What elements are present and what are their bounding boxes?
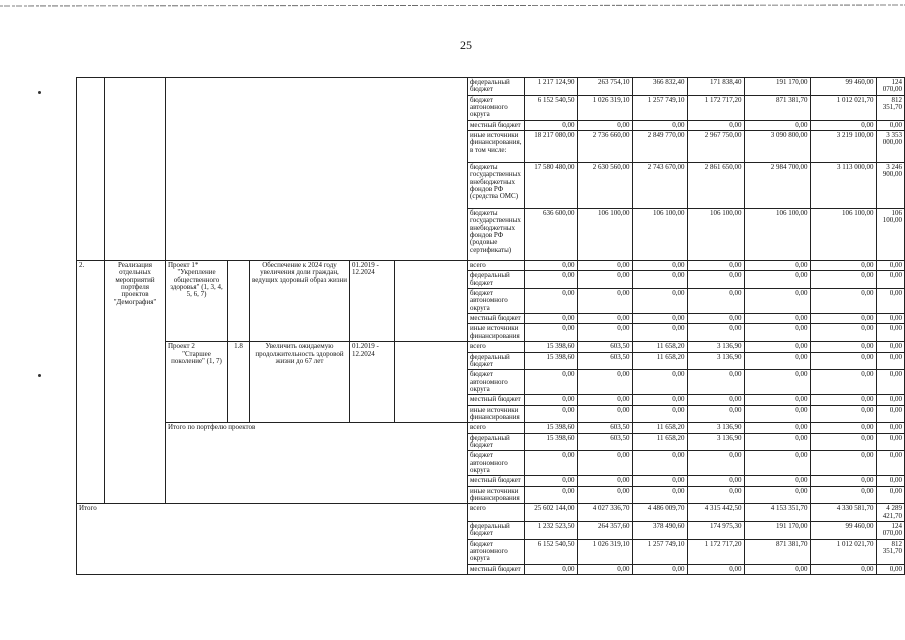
amount-cell: 0,00	[577, 395, 632, 405]
source-label: местный бюджет	[468, 314, 525, 324]
amount-cell: 2 849 770,00	[632, 131, 687, 163]
table-row	[77, 78, 905, 96]
amount-cell: 0,00	[632, 395, 687, 405]
amount-cell: 0,00	[876, 395, 904, 405]
amount-cell: 0,00	[810, 120, 876, 130]
amount-cell: 0,00	[744, 271, 810, 289]
amount-cell: 0,00	[632, 314, 687, 324]
amount-cell: 18 217 080,00	[524, 131, 577, 163]
amount-cell: 124 070,00	[876, 522, 904, 540]
source-label: местный бюджет	[468, 564, 525, 574]
amount-cell: 124 070,00	[876, 78, 904, 96]
activity-name: Реализация отдельных мероприятий портфеля проектов "Демография"	[105, 261, 166, 504]
amount-cell: 0,00	[810, 314, 876, 324]
amount-cell: 1 012 021,70	[810, 95, 876, 120]
amount-cell: 0,00	[744, 314, 810, 324]
scan-dot	[38, 374, 41, 377]
financing-table	[76, 77, 905, 575]
amount-cell: 2 630 560,00	[577, 163, 632, 209]
amount-cell: 0,00	[524, 405, 577, 423]
source-label: иные источники финансирования	[468, 486, 525, 504]
project2-period: 01.2019 - 12.2024	[350, 342, 395, 423]
amount-cell: 264 357,60	[577, 522, 632, 540]
amount-cell: 0,00	[632, 120, 687, 130]
amount-cell: 3 136,90	[687, 423, 744, 433]
amount-cell: 0,00	[876, 120, 904, 130]
amount-cell: 0,00	[632, 261, 687, 271]
amount-cell: 3 136,90	[687, 433, 744, 451]
amount-cell: 0,00	[810, 289, 876, 314]
amount-cell: 1 232 523,50	[524, 522, 577, 540]
project2-goal: Увеличить ожидаемую продолжительность здоровой жизни до 67 лет	[250, 342, 350, 423]
source-label: бюджет автономного округа	[468, 370, 525, 395]
amount-cell: 1 026 319,10	[577, 95, 632, 120]
amount-cell: 0,00	[810, 261, 876, 271]
amount-cell: 603,50	[577, 433, 632, 451]
amount-cell: 0,00	[744, 289, 810, 314]
amount-cell: 0,00	[810, 564, 876, 574]
amount-cell: 0,00	[524, 271, 577, 289]
amount-cell: 0,00	[632, 370, 687, 395]
amount-cell: 0,00	[687, 261, 744, 271]
amount-cell: 0,00	[577, 405, 632, 423]
amount-cell: 106 100,00	[810, 209, 876, 261]
amount-cell: 106 100,00	[876, 209, 904, 261]
blank-cell	[395, 342, 468, 423]
amount-cell: 1 172 717,20	[687, 539, 744, 564]
project1-title: Проект 1* "Укрепление общественного здоровья" (1, 3, 4, 5, 6, 7)	[166, 261, 228, 342]
source-label: иные источники финансирования, в том числе:	[468, 131, 525, 163]
amount-cell: 11 658,20	[632, 352, 687, 370]
project1-goal: Обеспечение к 2024 году увеличения доли граждан, ведущих здоровый образ жизни	[250, 261, 350, 342]
amount-cell: 0,00	[876, 314, 904, 324]
amount-cell: 0,00	[876, 352, 904, 370]
amount-cell: 99 460,00	[810, 78, 876, 96]
amount-cell: 0,00	[810, 423, 876, 433]
source-label: бюджет автономного округа	[468, 451, 525, 476]
amount-cell: 0,00	[577, 271, 632, 289]
amount-cell: 0,00	[524, 476, 577, 486]
table-row	[77, 261, 905, 271]
amount-cell: 0,00	[687, 564, 744, 574]
amount-cell: 3 136,90	[687, 342, 744, 352]
amount-cell: 0,00	[876, 486, 904, 504]
amount-cell: 0,00	[876, 261, 904, 271]
amount-cell: 0,00	[632, 476, 687, 486]
amount-cell: 0,00	[577, 486, 632, 504]
amount-cell: 0,00	[524, 451, 577, 476]
blank-cell	[395, 261, 468, 342]
amount-cell: 0,00	[876, 451, 904, 476]
amount-cell: 0,00	[687, 370, 744, 395]
source-label: всего	[468, 423, 525, 433]
amount-cell: 6 152 540,50	[524, 95, 577, 120]
amount-cell: 3 353 000,00	[876, 131, 904, 163]
amount-cell: 0,00	[810, 405, 876, 423]
amount-cell: 15 398,60	[524, 423, 577, 433]
amount-cell: 2 743 670,00	[632, 163, 687, 209]
amount-cell: 106 100,00	[577, 209, 632, 261]
amount-cell: 0,00	[744, 395, 810, 405]
amount-cell: 106 100,00	[632, 209, 687, 261]
amount-cell: 0,00	[810, 395, 876, 405]
amount-cell: 0,00	[876, 271, 904, 289]
amount-cell: 0,00	[744, 405, 810, 423]
amount-cell: 0,00	[577, 261, 632, 271]
amount-cell: 0,00	[810, 370, 876, 395]
amount-cell: 1 012 021,70	[810, 539, 876, 564]
amount-cell: 0,00	[577, 476, 632, 486]
amount-cell: 0,00	[810, 433, 876, 451]
amount-cell: 0,00	[577, 324, 632, 342]
source-label: бюджет автономного округа	[468, 95, 525, 120]
amount-cell: 812 351,70	[876, 539, 904, 564]
amount-cell: 0,00	[687, 405, 744, 423]
source-label: федеральный бюджет	[468, 78, 525, 96]
amount-cell: 0,00	[632, 564, 687, 574]
amount-cell: 15 398,60	[524, 433, 577, 451]
amount-cell: 191 170,00	[744, 78, 810, 96]
source-label: иные источники финансирования	[468, 405, 525, 423]
amount-cell: 0,00	[687, 271, 744, 289]
scan-dot	[38, 91, 41, 94]
amount-cell: 0,00	[687, 486, 744, 504]
amount-cell: 871 381,70	[744, 539, 810, 564]
amount-cell: 0,00	[524, 564, 577, 574]
grand-total-label: Итого	[77, 504, 468, 575]
amount-cell: 3 246 900,00	[876, 163, 904, 209]
amount-cell: 0,00	[744, 324, 810, 342]
source-label: федеральный бюджет	[468, 352, 525, 370]
amount-cell: 0,00	[876, 370, 904, 395]
project2-indicator: 1.8	[228, 342, 250, 423]
amount-cell: 1 172 717,20	[687, 95, 744, 120]
amount-cell: 0,00	[876, 342, 904, 352]
amount-cell: 25 602 144,00	[524, 504, 577, 522]
row-number: 2.	[77, 261, 105, 504]
amount-cell: 0,00	[810, 271, 876, 289]
source-label: бюджет автономного округа	[468, 289, 525, 314]
amount-cell: 263 754,10	[577, 78, 632, 96]
amount-cell: 603,50	[577, 342, 632, 352]
amount-cell: 636 600,00	[524, 209, 577, 261]
amount-cell: 0,00	[744, 486, 810, 504]
amount-cell: 4 330 581,70	[810, 504, 876, 522]
amount-cell: 0,00	[524, 261, 577, 271]
amount-cell: 1 217 124,90	[524, 78, 577, 96]
amount-cell: 2 736 660,00	[577, 131, 632, 163]
amount-cell: 0,00	[687, 289, 744, 314]
amount-cell: 0,00	[876, 324, 904, 342]
portfolio-total-label: Итого по портфелю проектов	[166, 423, 468, 504]
amount-cell: 4 027 336,70	[577, 504, 632, 522]
amount-cell: 2 967 750,00	[687, 131, 744, 163]
amount-cell: 3 219 100,00	[810, 131, 876, 163]
amount-cell: 0,00	[687, 451, 744, 476]
source-label: федеральный бюджет	[468, 522, 525, 540]
amount-cell: 0,00	[632, 271, 687, 289]
amount-cell: 0,00	[876, 405, 904, 423]
amount-cell: 15 398,60	[524, 352, 577, 370]
amount-cell: 4 486 009,70	[632, 504, 687, 522]
amount-cell: 0,00	[876, 423, 904, 433]
amount-cell: 0,00	[524, 120, 577, 130]
amount-cell: 11 658,20	[632, 423, 687, 433]
amount-cell: 0,00	[687, 120, 744, 130]
amount-cell: 6 152 540,50	[524, 539, 577, 564]
amount-cell: 0,00	[632, 405, 687, 423]
amount-cell: 0,00	[577, 314, 632, 324]
amount-cell: 366 832,40	[632, 78, 687, 96]
scan-artifact-line	[0, 4, 905, 9]
amount-cell: 0,00	[632, 486, 687, 504]
amount-cell: 174 975,30	[687, 522, 744, 540]
source-label: местный бюджет	[468, 476, 525, 486]
amount-cell: 0,00	[577, 289, 632, 314]
table-row	[77, 423, 905, 433]
amount-cell: 871 381,70	[744, 95, 810, 120]
amount-cell: 106 100,00	[744, 209, 810, 261]
amount-cell: 2 984 700,00	[744, 163, 810, 209]
source-label: федеральный бюджет	[468, 271, 525, 289]
page-number: 25	[460, 38, 472, 52]
amount-cell: 812 351,70	[876, 95, 904, 120]
amount-cell: 106 100,00	[687, 209, 744, 261]
blank-cell	[166, 78, 468, 261]
project1-period: 01.2019 - 12.2024	[350, 261, 395, 342]
amount-cell: 0,00	[687, 476, 744, 486]
amount-cell: 0,00	[744, 370, 810, 395]
amount-cell: 0,00	[687, 314, 744, 324]
amount-cell: 99 460,00	[810, 522, 876, 540]
amount-cell: 0,00	[744, 451, 810, 476]
source-label: местный бюджет	[468, 395, 525, 405]
amount-cell: 0,00	[876, 476, 904, 486]
amount-cell: 1 257 749,10	[632, 539, 687, 564]
table-row	[77, 504, 905, 522]
amount-cell: 0,00	[687, 395, 744, 405]
source-label: местный бюджет	[468, 120, 525, 130]
amount-cell: 0,00	[632, 324, 687, 342]
source-label: всего	[468, 261, 525, 271]
amount-cell: 0,00	[577, 564, 632, 574]
amount-cell: 0,00	[744, 564, 810, 574]
amount-cell: 0,00	[876, 433, 904, 451]
amount-cell: 0,00	[577, 370, 632, 395]
amount-cell: 0,00	[524, 314, 577, 324]
amount-cell: 0,00	[524, 324, 577, 342]
amount-cell: 0,00	[744, 120, 810, 130]
source-label: бюджеты государственных внебюджетных фондов РФ (средства ОМС)	[468, 163, 525, 209]
source-label: иные источники финансирования	[468, 324, 525, 342]
amount-cell: 3 113 000,00	[810, 163, 876, 209]
amount-cell: 11 658,20	[632, 433, 687, 451]
amount-cell: 1 257 749,10	[632, 95, 687, 120]
amount-cell: 0,00	[524, 395, 577, 405]
amount-cell: 378 490,60	[632, 522, 687, 540]
amount-cell: 0,00	[524, 370, 577, 395]
amount-cell: 15 398,60	[524, 342, 577, 352]
amount-cell: 0,00	[524, 486, 577, 504]
blank-cell	[228, 261, 250, 342]
amount-cell: 0,00	[632, 289, 687, 314]
amount-cell: 0,00	[810, 476, 876, 486]
amount-cell: 4 153 351,70	[744, 504, 810, 522]
amount-cell: 11 658,20	[632, 342, 687, 352]
amount-cell: 0,00	[810, 486, 876, 504]
amount-cell: 2 861 650,00	[687, 163, 744, 209]
amount-cell: 0,00	[744, 433, 810, 451]
project1-title-subtitle: "Укрепление общественного здоровья" (1, 3, 4, 5, 6, 7)	[170, 268, 223, 299]
amount-cell: 0,00	[810, 324, 876, 342]
project2-title: Проект 2 "Старшее поколение" (1, 7)	[166, 342, 228, 423]
amount-cell: 0,00	[687, 324, 744, 342]
amount-cell: 0,00	[744, 423, 810, 433]
amount-cell: 17 580 480,00	[524, 163, 577, 209]
blank-cell	[77, 78, 105, 261]
source-label: всего	[468, 342, 525, 352]
amount-cell: 191 170,00	[744, 522, 810, 540]
source-label: бюджет автономного округа	[468, 539, 525, 564]
source-label: всего	[468, 504, 525, 522]
amount-cell: 0,00	[810, 352, 876, 370]
amount-cell: 0,00	[577, 120, 632, 130]
amount-cell: 3 136,90	[687, 352, 744, 370]
amount-cell: 0,00	[744, 261, 810, 271]
amount-cell: 0,00	[810, 451, 876, 476]
amount-cell: 0,00	[876, 564, 904, 574]
amount-cell: 4 315 442,50	[687, 504, 744, 522]
amount-cell: 171 838,40	[687, 78, 744, 96]
amount-cell: 3 090 800,00	[744, 131, 810, 163]
amount-cell: 0,00	[632, 451, 687, 476]
amount-cell: 0,00	[876, 289, 904, 314]
amount-cell: 4 289 421,70	[876, 504, 904, 522]
amount-cell: 1 026 319,10	[577, 539, 632, 564]
amount-cell: 0,00	[810, 342, 876, 352]
table-row	[77, 342, 905, 352]
amount-cell: 603,50	[577, 423, 632, 433]
source-label: федеральный бюджет	[468, 433, 525, 451]
amount-cell: 0,00	[744, 476, 810, 486]
source-label: бюджеты государственных внебюджетных фондов РФ (родовые сертификаты)	[468, 209, 525, 261]
amount-cell: 0,00	[744, 352, 810, 370]
amount-cell: 0,00	[744, 342, 810, 352]
project2-title-subtitle: "Старшее поколение" (1, 7)	[171, 349, 222, 365]
blank-cell	[105, 78, 166, 261]
amount-cell: 0,00	[524, 289, 577, 314]
amount-cell: 603,50	[577, 352, 632, 370]
amount-cell: 0,00	[577, 451, 632, 476]
